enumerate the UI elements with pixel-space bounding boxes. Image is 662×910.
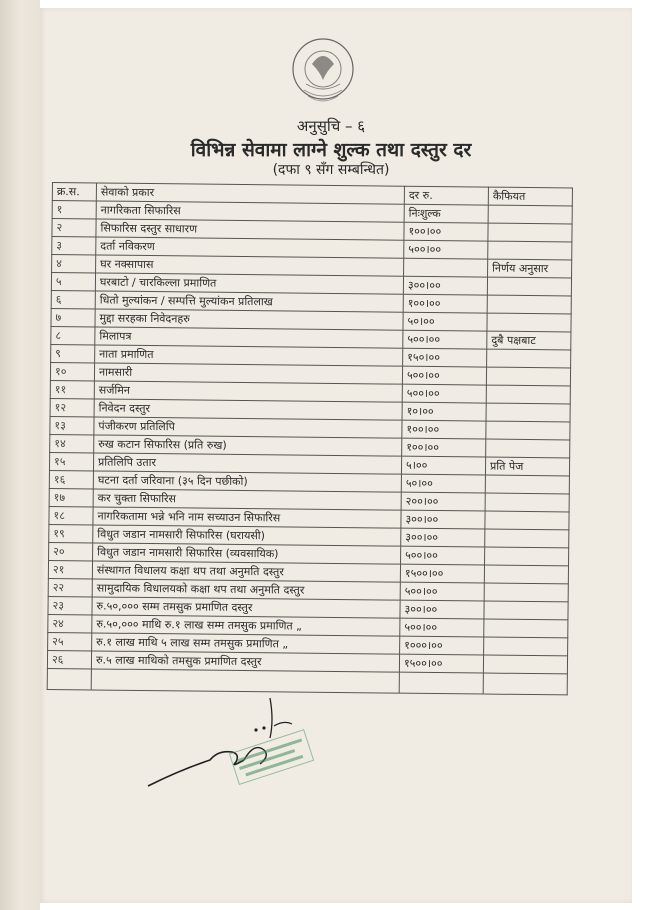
row-service: धितो मुल्यांकन / सम्पत्ति मुल्यांकन प्रतिलाख — [95, 291, 403, 312]
row-service: मिलापत्र — [95, 327, 403, 348]
row-service: नागरिकता सिफारिस — [96, 201, 404, 222]
row-serial: १७ — [49, 488, 93, 506]
row-rate: १००।०० — [403, 294, 487, 313]
row-remarks — [485, 511, 569, 530]
row-remarks — [487, 295, 571, 314]
row-rate: ३००।०० — [400, 600, 484, 619]
row-serial: ५ — [51, 273, 95, 291]
row-rate: १००।०० — [404, 222, 488, 241]
row-serial: १० — [50, 362, 94, 380]
schedule-label: अनुसुचि – ६ — [296, 117, 366, 135]
row-serial: २० — [49, 542, 93, 560]
row-serial: ९ — [51, 344, 95, 362]
header-serial: क्र.स. — [52, 183, 96, 201]
row-remarks: निर्णय अनुसार — [488, 259, 572, 278]
row-serial: २ — [52, 219, 96, 237]
row-remarks — [484, 583, 568, 602]
row-service: संस्थागत विधालय कक्षा थप तथा अनुमति दस्तुर — [92, 561, 400, 582]
empty-cell — [483, 673, 567, 695]
row-serial: २३ — [48, 596, 92, 614]
header-remarks: कैफियत — [488, 187, 572, 206]
row-rate: ५००।०० — [401, 546, 485, 565]
row-remarks — [485, 529, 569, 548]
row-rate: ५००।०० — [400, 582, 484, 601]
row-serial: २२ — [48, 578, 92, 596]
row-service: सिफारिस दस्तुर साधारण — [96, 219, 404, 240]
row-rate: १५००।०० — [399, 654, 483, 673]
row-serial: ६ — [51, 290, 95, 308]
row-serial: ३ — [52, 237, 96, 255]
row-serial: २१ — [48, 560, 92, 578]
row-remarks — [488, 205, 572, 224]
row-remarks — [487, 313, 571, 332]
empty-cell — [399, 672, 483, 694]
row-remarks — [485, 547, 569, 566]
row-rate: ५००।०० — [402, 384, 486, 403]
row-serial: १८ — [49, 506, 93, 524]
row-remarks — [487, 277, 571, 296]
row-remarks — [486, 421, 570, 440]
row-rate: ३००।०० — [401, 510, 485, 529]
row-service: घटना दर्ता जरिवाना (३५ दिन पछीको) — [93, 471, 401, 492]
row-serial: १ — [52, 201, 96, 219]
row-remarks — [486, 385, 570, 404]
header-rate: दर रु. — [404, 186, 488, 205]
row-service: रुख कटान सिफारिस (प्रति रुख) — [94, 435, 402, 456]
row-rate: निःशुल्क — [404, 204, 488, 223]
row-serial: १४ — [50, 434, 94, 452]
row-service: रु.५०,००० सम्म तमसुक प्रमाणित दस्तुर — [92, 597, 400, 618]
row-service: मुद्दा सरहका निवेदनहरु — [95, 309, 403, 330]
row-service: निवेदन दस्तुर — [94, 399, 402, 420]
row-service: रु.१ लाख माथि ५ लाख सम्म तमसुक प्रमाणित „ — [92, 633, 400, 654]
row-remarks: दुबै पक्षबाट — [487, 331, 571, 350]
row-service: कर चुक्ता सिफारिस — [93, 489, 401, 510]
row-serial: १५ — [49, 452, 93, 470]
document-subtitle: (दफा ९ सँग सम्बन्धित) — [272, 162, 390, 178]
row-remarks — [486, 439, 570, 458]
row-rate: ५००।०० — [402, 366, 486, 385]
row-remarks — [486, 403, 570, 422]
row-remarks: प्रति पेज — [485, 457, 569, 476]
row-service: दर्ता नविकरण — [96, 237, 404, 258]
row-service: विधुत जडान नामसारी सिफारिस (घरायसी) — [93, 525, 401, 546]
row-remarks — [483, 655, 567, 674]
row-rate: १००।०० — [402, 438, 486, 457]
row-serial: १६ — [49, 470, 93, 488]
row-service: विधुत जडान नामसारी सिफारिस (व्यवसायिक) — [93, 543, 401, 564]
row-service: नागरिकतामा भन्ने भनि नाम सच्याउन सिफारिस — [93, 507, 401, 528]
row-rate — [404, 258, 488, 277]
row-remarks — [486, 367, 570, 386]
row-serial: १३ — [50, 416, 94, 434]
row-remarks — [484, 565, 568, 584]
header-service-type: सेवाको प्रकार — [96, 183, 404, 204]
row-service: सर्जमिन — [94, 381, 402, 402]
row-service: सामुदायिक विधालयको कक्षा थप तथा अनुमति दस्तुर — [92, 579, 400, 600]
row-remarks — [484, 601, 568, 620]
row-rate: १०।०० — [402, 402, 486, 421]
row-rate: १५०।०० — [403, 348, 487, 367]
row-rate: ५००।०० — [400, 618, 484, 637]
row-service: प्रतिलिपि उतार — [93, 453, 401, 474]
row-remarks — [485, 493, 569, 512]
row-serial: ८ — [51, 326, 95, 344]
row-service: नाता प्रमाणित — [95, 345, 403, 366]
document-title: विभिन्न सेवामा लाग्ने शुल्क तथा दस्तुर दर — [190, 139, 472, 161]
row-service: घरबाटो / चारकिल्ला प्रमाणित — [95, 273, 403, 294]
fee-table-container — [47, 182, 572, 697]
row-rate: ३००।०० — [403, 276, 487, 295]
row-remarks — [487, 349, 571, 368]
row-serial: २६ — [47, 650, 91, 668]
row-rate: ५००।०० — [404, 240, 488, 259]
row-serial: ४ — [52, 255, 96, 273]
row-serial: ७ — [51, 308, 95, 326]
row-remarks — [484, 619, 568, 638]
row-rate: ५००।०० — [403, 330, 487, 349]
empty-cell — [47, 668, 91, 689]
row-serial: २५ — [48, 632, 92, 650]
fee-table — [47, 182, 573, 695]
row-rate: १०००।०० — [400, 636, 484, 655]
row-rate: ५०।०० — [403, 312, 487, 331]
row-service: पंजीकरण प्रतिलिपि — [94, 417, 402, 438]
municipality-seal-emblem — [282, 28, 364, 110]
row-rate: १५००।०० — [400, 564, 484, 583]
row-remarks — [488, 241, 572, 260]
row-serial: २४ — [48, 614, 92, 632]
row-serial: १२ — [50, 398, 94, 416]
row-remarks — [484, 637, 568, 656]
row-remarks — [485, 475, 569, 494]
row-service: घर नक्सापास — [96, 255, 404, 276]
row-rate: १००।०० — [402, 420, 486, 439]
row-rate: ३००।०० — [401, 528, 485, 547]
row-rate: ५।०० — [401, 456, 485, 475]
row-remarks — [488, 223, 572, 242]
row-rate: २००।०० — [401, 492, 485, 511]
row-rate: ५०।०० — [401, 474, 485, 493]
row-serial: ११ — [50, 380, 94, 398]
row-serial: १९ — [49, 524, 93, 542]
row-service: रु.५ लाख माथिको तमसुक प्रमाणित दस्तुर — [91, 651, 399, 672]
row-service: रु.५०,००० माथि रु.१ लाख सम्म तमसुक प्रमाणित „ — [92, 615, 400, 636]
row-service: नामसारी — [94, 363, 402, 384]
